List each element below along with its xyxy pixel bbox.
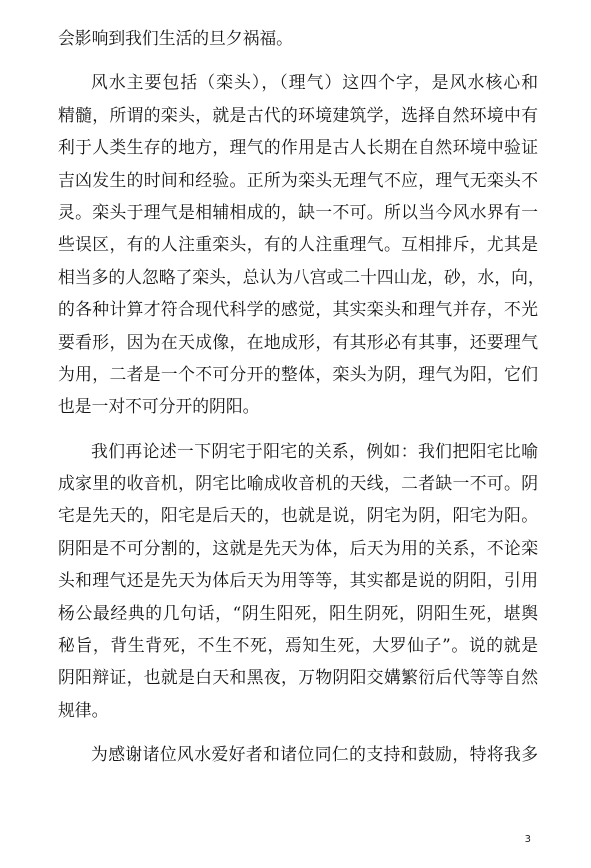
text-line: 杨公最经典的几句话，“阴生阳死，阳生阴死，阴阳生死，堪舆 <box>58 602 538 623</box>
text-line: 规律。 <box>58 699 109 720</box>
text-line: 秘旨，背生背死，不生不死，焉知生死，大罗仙子”。说的就是 <box>58 635 538 656</box>
text-line: 阴阳辩证，也就是白天和黑夜，万物阴阳交媾繁衍后代等等自然 <box>58 667 538 688</box>
text-line: 也是一对不可分开的阴阳。 <box>58 396 260 417</box>
text-line: 阴阳是不可分割的，这就是先天为体，后天为用的关系，不论栾 <box>58 537 538 558</box>
paragraph-continuation <box>58 22 538 54</box>
text-line: 为感谢诸位风水爱好者和诸位同仁的支持和鼓励，特将我多 <box>91 744 538 765</box>
text-line: 些误区，有的人注重栾头，有的人注重理气。互相排斥，尤其是 <box>58 234 538 255</box>
text-line: 为用，二者是一个不可分开的整体，栾头为阴，理气为阳，它们 <box>58 363 538 384</box>
text-line: 的各种计算才符合现代科学的感觉，其实栾头和理气并存，不光 <box>58 299 538 320</box>
text-line: 宅是先天的，阳宅是后天的，也就是说，阴宅为阴，阳宅为阳。 <box>58 505 538 526</box>
text-line: 利于人类生存的地方，理气的作用是古人长期在自然环境中验证 <box>58 137 538 158</box>
text-line: 会影响到我们生活的旦夕祸福。 <box>58 28 293 48</box>
text-line: 我们再论述一下阴宅于阳宅的关系，例如：我们把阳宅比喻 <box>91 440 538 461</box>
paragraph-acknowledgement <box>58 738 538 770</box>
text-line: 吉凶发生的时间和经验。正所为栾头无理气不应，理气无栾头不 <box>58 169 538 190</box>
paragraph-fengshui-core <box>58 66 545 422</box>
text-line: 要看形，因为在天成像，在地成形，有其形必有其事，还要理气 <box>58 331 538 352</box>
text-line: 相当多的人忽略了栾头，总认为八宫或二十四山龙，砂，水，向， <box>58 266 545 287</box>
page-number: 3 <box>524 834 531 845</box>
text-line: 成家里的收音机，阴宅比喻成收音机的天线，二者缺一不可。阴 <box>58 473 538 494</box>
text-line: 精髓，所谓的栾头，就是古代的环境建筑学，选择自然环境中有 <box>58 104 538 125</box>
paragraph-yin-yang-dwelling <box>58 435 538 727</box>
text-line: 灵。栾头于理气是相辅相成的，缺一不可。所以当今风水界有一 <box>58 201 538 222</box>
text-line: 风水主要包括（栾头），（理气）这四个字，是风水核心和 <box>91 72 538 93</box>
text-line: 头和理气还是先天为体后天为用等等，其实都是说的阴阳，引用 <box>58 570 538 591</box>
body-text <box>58 22 545 771</box>
